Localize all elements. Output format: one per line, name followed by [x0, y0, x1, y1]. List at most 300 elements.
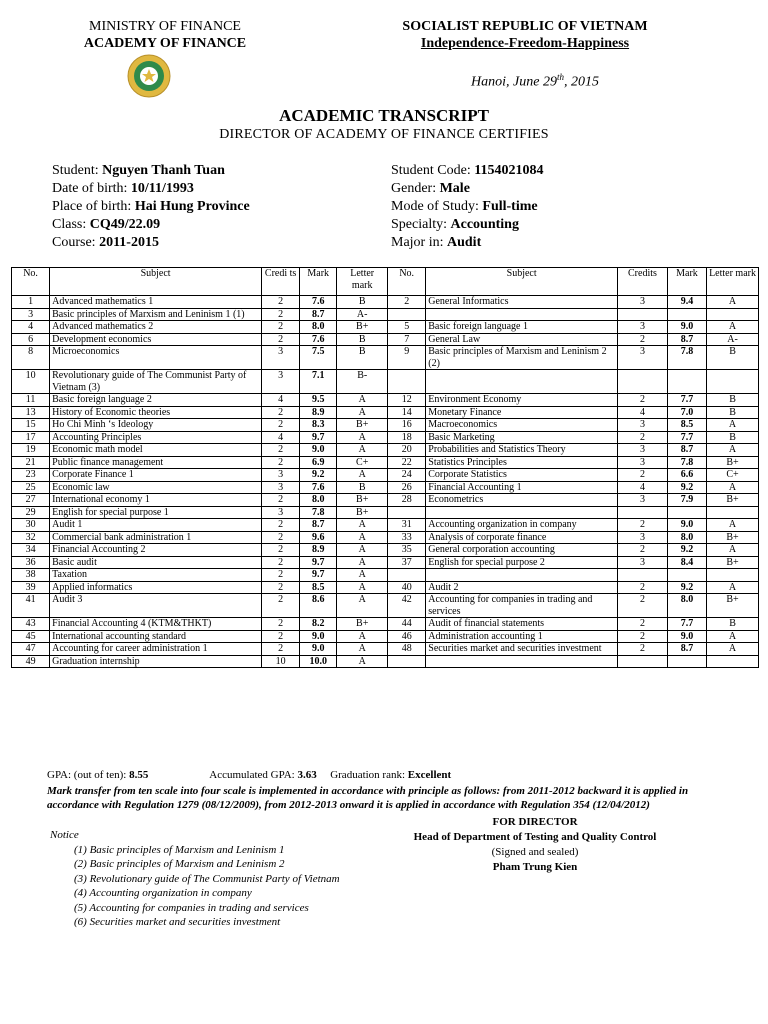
course-mark: 8.0	[300, 321, 337, 334]
notice-item: (5) Accounting for companies in trading and services	[74, 901, 309, 914]
course-subject: Microeconomics	[50, 346, 262, 370]
course-credits: 2	[262, 406, 300, 419]
course-no: 5	[388, 321, 426, 334]
course-subject	[426, 655, 618, 668]
course-credits: 2	[262, 333, 300, 346]
course-subject: Applied informatics	[50, 581, 262, 594]
course-letter-mark: A	[707, 519, 759, 532]
grades-table	[11, 267, 759, 668]
table-row	[12, 296, 759, 309]
course-mark: 7.6	[300, 333, 337, 346]
course-credits: 2	[262, 494, 300, 507]
course-mark: 7.6	[300, 481, 337, 494]
course-no: 28	[388, 494, 426, 507]
header-subject: Subject	[426, 268, 618, 296]
header-letter-mark: Letter mark	[707, 268, 759, 296]
class-line	[52, 216, 250, 234]
course-mark: 6.6	[667, 469, 706, 482]
gender-value: Male	[439, 181, 470, 196]
course-mark: 8.5	[667, 419, 706, 432]
course-letter-mark: A	[337, 406, 388, 419]
course-no: 11	[12, 394, 50, 407]
course-subject: Accounting for career administration 1	[50, 643, 262, 656]
course-credits: 10	[262, 655, 300, 668]
class-value: CQ49/22.09	[89, 217, 161, 232]
pob-label: Place of birth:	[52, 199, 135, 214]
course-credits: 3	[618, 346, 668, 370]
table-row	[12, 506, 759, 519]
course-subject: Basic principles of Marxism and Leninism 2 (2)	[426, 346, 618, 370]
course-letter-mark: A	[707, 321, 759, 334]
course-mark	[667, 506, 706, 519]
course-credits: 3	[262, 370, 300, 394]
course-subject: Accounting organization in company	[426, 519, 618, 532]
student-code: 1154021084	[474, 163, 544, 178]
course-credits: 4	[262, 431, 300, 444]
signer-name: Pham Trung Kien	[492, 861, 578, 873]
course-subject: Commercial bank administration 1	[50, 531, 262, 544]
academy-seal-icon	[127, 54, 171, 98]
course-letter-mark: B	[707, 406, 759, 419]
course-subject: Corporate Statistics	[426, 469, 618, 482]
course-mark: 8.7	[667, 643, 706, 656]
course-letter-mark: A	[337, 469, 388, 482]
notice-item: (3) Revolutionary guide of The Communist Party of Vietnam	[74, 872, 340, 885]
course-no: 33	[388, 531, 426, 544]
table-row	[12, 519, 759, 532]
course-credits: 3	[618, 321, 668, 334]
table-row	[12, 308, 759, 321]
document-title: ACADEMIC TRANSCRIPT	[279, 106, 489, 125]
course-no: 40	[388, 581, 426, 594]
course-mark: 9.2	[667, 581, 706, 594]
course-mark: 8.0	[667, 531, 706, 544]
course-subject: Audit 3	[50, 594, 262, 618]
course-subject: Ho Chi Minh ‘s Ideology	[50, 419, 262, 432]
course-no: 41	[12, 594, 50, 618]
student-info-left	[52, 162, 250, 252]
header-subject: Subject	[50, 268, 262, 296]
table-row	[12, 643, 759, 656]
course-letter-mark	[707, 506, 759, 519]
accumulated-gpa-label: Accumulated GPA:	[209, 769, 298, 781]
course-no: 36	[12, 556, 50, 569]
course-no: 10	[12, 370, 50, 394]
header-credits: Credits	[618, 268, 668, 296]
course-no: 49	[12, 655, 50, 668]
course-letter-mark: B+	[337, 419, 388, 432]
course-no: 34	[12, 544, 50, 557]
course-credits: 2	[618, 643, 668, 656]
course-letter-mark: A	[337, 643, 388, 656]
course-mark: 8.0	[667, 594, 706, 618]
course-mark: 7.5	[300, 346, 337, 370]
course-subject: Monetary Finance	[426, 406, 618, 419]
course-no: 31	[388, 519, 426, 532]
course-credits	[618, 370, 668, 394]
course-mark: 9.2	[300, 469, 337, 482]
course-letter-mark: C+	[707, 469, 759, 482]
course-letter-mark: A	[707, 630, 759, 643]
gender-label: Gender:	[391, 181, 440, 196]
course-no: 43	[12, 618, 50, 631]
course-credits: 2	[262, 419, 300, 432]
course-no	[388, 569, 426, 582]
course-no: 3	[12, 308, 50, 321]
document-subtitle: DIRECTOR OF ACADEMY OF FINANCE CERTIFIES	[219, 127, 549, 142]
course-no: 9	[388, 346, 426, 370]
specialty-line	[391, 216, 543, 234]
course-credits: 2	[618, 630, 668, 643]
course-subject: Audit 1	[50, 519, 262, 532]
course-subject: Basic principles of Marxism and Leninism 1 (1)	[50, 308, 262, 321]
course-subject: Financial Accounting 2	[50, 544, 262, 557]
table-row	[12, 569, 759, 582]
course-credits: 3	[618, 456, 668, 469]
course-letter-mark: A	[337, 581, 388, 594]
course-mark: 8.7	[300, 519, 337, 532]
course-mark: 8.4	[667, 556, 706, 569]
course-value: 2011-2015	[99, 235, 159, 250]
header-no: No.	[388, 268, 426, 296]
course-letter-mark: B+	[707, 594, 759, 618]
course-subject: Environment Economy	[426, 394, 618, 407]
course-no: 21	[12, 456, 50, 469]
course-letter-mark: B+	[707, 531, 759, 544]
course-letter-mark: A	[707, 643, 759, 656]
course-letter-mark: B	[707, 346, 759, 370]
course-mark: 8.7	[667, 444, 706, 457]
course-letter-mark: B	[337, 481, 388, 494]
course-subject: English for special purpose 2	[426, 556, 618, 569]
course-mark: 7.1	[300, 370, 337, 394]
course-letter-mark: A	[707, 419, 759, 432]
course-credits	[618, 506, 668, 519]
course-mark: 9.4	[667, 296, 706, 309]
course-no: 12	[388, 394, 426, 407]
ministry-name: MINISTRY OF FINANCE	[89, 19, 241, 34]
course-mark: 9.0	[667, 630, 706, 643]
course-letter-mark: A	[337, 394, 388, 407]
course-mark	[667, 655, 706, 668]
course-mark: 7.6	[300, 296, 337, 309]
course-subject: Accounting Principles	[50, 431, 262, 444]
course-mark: 9.0	[300, 630, 337, 643]
table-row	[12, 333, 759, 346]
course-mark: 8.0	[300, 494, 337, 507]
course-letter-mark: A	[337, 569, 388, 582]
course-mark: 8.6	[300, 594, 337, 618]
course-no: 47	[12, 643, 50, 656]
course-mark: 8.2	[300, 618, 337, 631]
notice-item: (1) Basic principles of Marxism and Leninism 1	[74, 843, 285, 856]
motto: Independence-Freedom-Happiness	[420, 36, 630, 51]
course-mark: 9.5	[300, 394, 337, 407]
course-letter-mark: A	[337, 444, 388, 457]
course-mark	[667, 569, 706, 582]
course-subject: Economic law	[50, 481, 262, 494]
course-credits: 4	[618, 481, 668, 494]
course-letter-mark: B	[337, 296, 388, 309]
course-subject	[426, 308, 618, 321]
signer-title: Head of Department of Testing and Quality Control	[413, 831, 657, 843]
course-mark: 10.0	[300, 655, 337, 668]
course-credits: 2	[262, 594, 300, 618]
course-letter-mark: C+	[337, 456, 388, 469]
course-subject: International accounting standard	[50, 630, 262, 643]
course-credits: 2	[262, 519, 300, 532]
pob-line	[52, 198, 250, 216]
course-credits: 4	[262, 394, 300, 407]
table-row	[12, 494, 759, 507]
course-no: 16	[388, 419, 426, 432]
student-info-right	[391, 162, 543, 252]
course-letter-mark: A	[337, 519, 388, 532]
course-credits: 2	[262, 630, 300, 643]
course-credits	[618, 308, 668, 321]
course-subject: Financial Accounting 4 (KTM&THKT)	[50, 618, 262, 631]
course-letter-mark: B+	[337, 494, 388, 507]
course-credits: 2	[618, 431, 668, 444]
course-letter-mark: A	[707, 544, 759, 557]
course-credits: 2	[262, 643, 300, 656]
course-letter-mark: B-	[337, 370, 388, 394]
course-no: 44	[388, 618, 426, 631]
course-letter-mark: B+	[337, 321, 388, 334]
dob-label: Date of birth:	[52, 181, 131, 196]
course-no: 1	[12, 296, 50, 309]
table-row	[12, 618, 759, 631]
course-credits: 2	[618, 581, 668, 594]
course-subject: Basic Marketing	[426, 431, 618, 444]
dob-value: 10/11/1993	[130, 181, 194, 196]
major-label: Major in:	[391, 235, 447, 250]
table-row	[12, 321, 759, 334]
table-row	[12, 370, 759, 394]
course-no	[388, 655, 426, 668]
course-subject: Audit of financial statements	[426, 618, 618, 631]
course-mark: 9.2	[667, 544, 706, 557]
course-no: 35	[388, 544, 426, 557]
course-credits: 2	[262, 296, 300, 309]
course-no: 14	[388, 406, 426, 419]
course-letter-mark: B	[337, 346, 388, 370]
course-subject: Advanced mathematics 1	[50, 296, 262, 309]
course-subject: Basic foreign language 1	[426, 321, 618, 334]
course-credits: 2	[618, 333, 668, 346]
gpa-label: GPA: (out of ten):	[47, 769, 130, 781]
dob-line	[52, 180, 250, 198]
course-mark	[667, 370, 706, 394]
course-no	[388, 308, 426, 321]
notice-item: (6) Securities market and securities investment	[74, 916, 281, 928]
course-no: 4	[12, 321, 50, 334]
course-subject: Taxation	[50, 569, 262, 582]
course-letter-mark	[707, 569, 759, 582]
gender-line	[391, 180, 543, 198]
course-no: 23	[12, 469, 50, 482]
course-credits: 2	[262, 531, 300, 544]
course-credits: 2	[618, 394, 668, 407]
notice-item: (4) Accounting organization in company	[74, 887, 252, 899]
course-subject: Basic foreign language 2	[50, 394, 262, 407]
course-letter-mark: A	[337, 544, 388, 557]
course-subject: Macroeconomics	[426, 419, 618, 432]
course-subject: Administration accounting 1	[426, 630, 618, 643]
course-credits: 2	[262, 569, 300, 582]
course-letter-mark: B+	[707, 556, 759, 569]
course-mark: 9.0	[300, 444, 337, 457]
header-no: No.	[12, 268, 50, 296]
course-letter-mark: A	[337, 630, 388, 643]
course-credits: 3	[618, 419, 668, 432]
pob-value: Hai Hung Province	[134, 199, 250, 214]
course-credits: 2	[618, 469, 668, 482]
course-credits: 3	[262, 469, 300, 482]
course-credits: 2	[618, 594, 668, 618]
course-letter-mark: A-	[337, 308, 388, 321]
course-no: 27	[12, 494, 50, 507]
course-no: 19	[12, 444, 50, 457]
mode-label: Mode of Study:	[391, 199, 483, 214]
course-no: 18	[388, 431, 426, 444]
course-no: 8	[12, 346, 50, 370]
course-subject: Econometrics	[426, 494, 618, 507]
course-mark: 7.7	[667, 394, 706, 407]
course-credits: 2	[262, 618, 300, 631]
course-credits: 2	[618, 618, 668, 631]
course-credits: 3	[618, 296, 668, 309]
course-no: 32	[12, 531, 50, 544]
course-letter-mark: A	[337, 531, 388, 544]
course-mark: 6.9	[300, 456, 337, 469]
course-no	[388, 506, 426, 519]
course-mark: 8.5	[300, 581, 337, 594]
date-prefix: Hanoi, June 29	[471, 74, 557, 90]
course-subject: Advanced mathematics 2	[50, 321, 262, 334]
course-letter-mark: A	[707, 296, 759, 309]
course-credits: 2	[262, 544, 300, 557]
course-mark	[667, 308, 706, 321]
course-mark: 9.0	[300, 643, 337, 656]
course-subject	[426, 506, 618, 519]
table-row	[12, 556, 759, 569]
course-credits: 2	[618, 544, 668, 557]
course-credits: 3	[618, 494, 668, 507]
accumulated-gpa-value: 3.63	[297, 769, 317, 781]
course-subject: General corporation accounting	[426, 544, 618, 557]
table-row	[12, 594, 759, 618]
student-name: Nguyen Thanh Tuan	[102, 163, 225, 178]
course-subject: International economy 1	[50, 494, 262, 507]
course-mark: 9.0	[667, 519, 706, 532]
course-subject: General Informatics	[426, 296, 618, 309]
course-subject: Graduation internship	[50, 655, 262, 668]
course-mark: 9.0	[667, 321, 706, 334]
course-no: 20	[388, 444, 426, 457]
course-subject	[426, 569, 618, 582]
table-row	[12, 346, 759, 370]
course-mark: 9.7	[300, 569, 337, 582]
course-letter-mark: A	[337, 556, 388, 569]
course-subject: Economic math model	[50, 444, 262, 457]
course-credits: 3	[262, 346, 300, 370]
graduation-rank-value: Excellent	[407, 769, 452, 781]
course-no: 45	[12, 630, 50, 643]
course-letter-mark	[707, 308, 759, 321]
course-subject	[426, 370, 618, 394]
course-no	[388, 370, 426, 394]
course-letter-mark: B+	[707, 456, 759, 469]
course-no: 13	[12, 406, 50, 419]
course-credits: 2	[618, 519, 668, 532]
course-mark: 9.7	[300, 556, 337, 569]
grades-table-body	[12, 296, 759, 668]
course-letter-mark: B+	[707, 494, 759, 507]
course-mark: 7.7	[667, 618, 706, 631]
course-mark: 7.8	[300, 506, 337, 519]
course-no: 46	[388, 630, 426, 643]
table-row	[12, 456, 759, 469]
course-letter-mark: A	[337, 431, 388, 444]
course-no: 48	[388, 643, 426, 656]
course-letter-mark	[707, 370, 759, 394]
course-mark: 9.2	[667, 481, 706, 494]
table-row	[12, 655, 759, 668]
specialty-label: Specialty:	[391, 217, 451, 232]
course-credits: 2	[262, 556, 300, 569]
academy-name: ACADEMY OF FINANCE	[83, 36, 247, 51]
course-subject: History of Economic theories	[50, 406, 262, 419]
table-row	[12, 630, 759, 643]
course-letter-mark: A	[337, 594, 388, 618]
course-no: 26	[388, 481, 426, 494]
header-mark: Mark	[667, 268, 706, 296]
course-no: 7	[388, 333, 426, 346]
table-row	[12, 394, 759, 407]
course-letter-mark: A-	[707, 333, 759, 346]
course-no: 30	[12, 519, 50, 532]
course-credits: 2	[262, 444, 300, 457]
course-letter-mark: B+	[337, 506, 388, 519]
course-subject: Public finance management	[50, 456, 262, 469]
student-name-line	[52, 162, 250, 180]
table-header-row	[12, 268, 759, 296]
date-sup: th	[556, 72, 564, 82]
course-subject: Statistics Principles	[426, 456, 618, 469]
signature-block	[400, 815, 670, 875]
course-subject: Revolutionary guide of The Communist Party of Vietnam (3)	[50, 370, 262, 394]
header-mark: Mark	[300, 268, 337, 296]
course-no: 25	[12, 481, 50, 494]
course-letter-mark: B	[707, 431, 759, 444]
table-row	[12, 581, 759, 594]
gpa-summary	[47, 769, 451, 781]
course-subject: Corporate Finance 1	[50, 469, 262, 482]
notice-list	[50, 843, 340, 930]
date-suffix: , 2015	[563, 74, 599, 90]
gpa-value: 8.55	[129, 769, 149, 781]
course-mark: 8.9	[300, 544, 337, 557]
course-no: 17	[12, 431, 50, 444]
course-subject: Basic audit	[50, 556, 262, 569]
table-row	[12, 469, 759, 482]
course-credits: 3	[618, 556, 668, 569]
course-credits: 3	[262, 506, 300, 519]
course-credits: 3	[618, 531, 668, 544]
course-no: 22	[388, 456, 426, 469]
course-mark: 9.6	[300, 531, 337, 544]
